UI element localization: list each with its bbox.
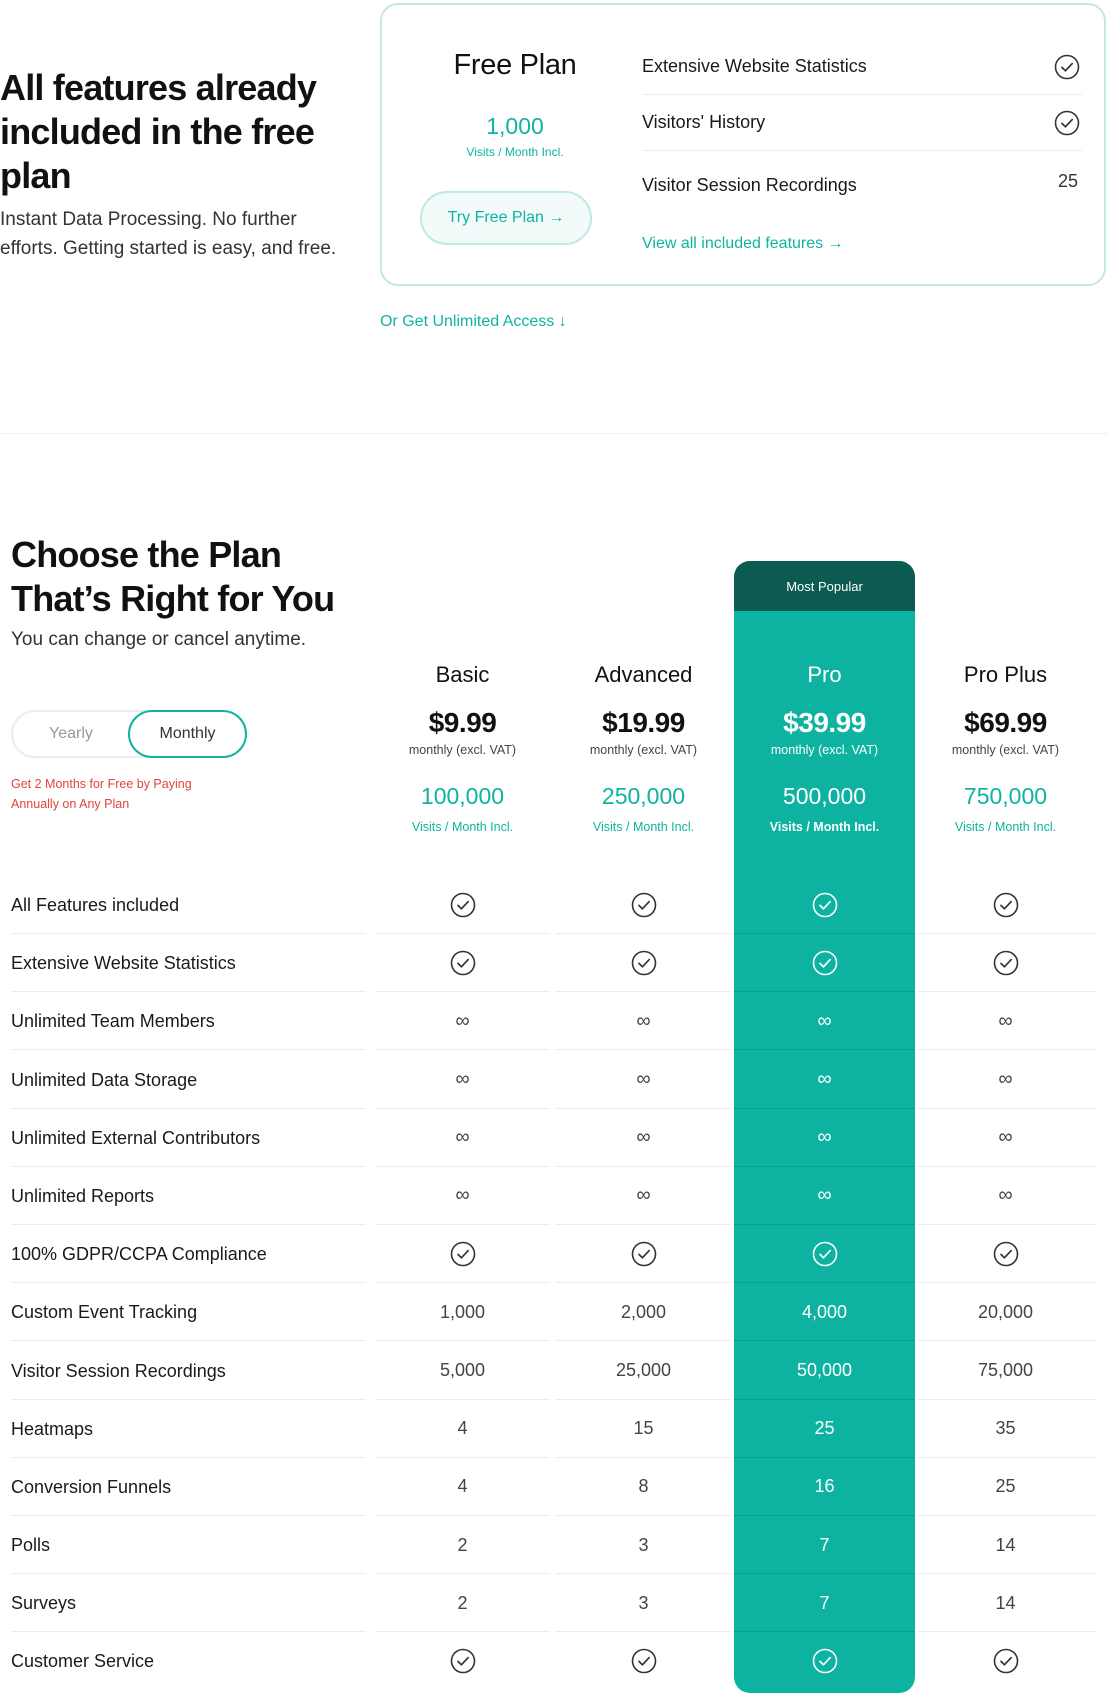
table-row xyxy=(0,1342,1108,1400)
infinity-value: ∞ xyxy=(455,1126,470,1149)
feature-value: 4,000 xyxy=(801,1301,848,1322)
section-divider xyxy=(0,433,1108,434)
free-feature-row xyxy=(642,95,1082,151)
check-circle-icon xyxy=(372,1632,553,1690)
feature-value: 7 xyxy=(819,1592,830,1613)
feature-name: Surveys xyxy=(11,1593,77,1614)
feature-name: Unlimited External Contributors xyxy=(11,1127,261,1148)
annual-promo-text: Get 2 Months for Free by Paying Annually on Any Plan xyxy=(11,777,192,811)
hero-title: All features already included in the free plan xyxy=(0,67,317,196)
table-row xyxy=(0,992,1108,1050)
plan-name: Basic xyxy=(435,662,490,687)
check-circle-icon xyxy=(734,934,915,992)
free-plan-name: Free Plan xyxy=(453,49,577,81)
infinity-icon xyxy=(734,1109,915,1167)
infinity-value: ∞ xyxy=(998,1126,1013,1149)
feature-value: 14 xyxy=(995,1534,1016,1555)
get-unlimited-access-link[interactable]: Or Get Unlimited Access ↓ xyxy=(380,313,567,330)
infinity-icon xyxy=(372,1051,553,1109)
plan-visits: 250,000 xyxy=(601,783,686,809)
table-row xyxy=(0,1225,1108,1283)
free-feature-name: Extensive Website Statistics xyxy=(642,56,867,76)
free-plan-visits-label: Visits / Month Incl. xyxy=(466,145,564,159)
infinity-value: ∞ xyxy=(817,1126,832,1149)
table-row xyxy=(0,1574,1108,1632)
feature-value: 25,000 xyxy=(615,1360,672,1380)
plan-price: $39.99 xyxy=(783,707,866,738)
feature-comparison-table xyxy=(0,876,1108,1691)
free-feature-row xyxy=(642,39,1082,95)
check-circle-icon xyxy=(553,1225,734,1283)
infinity-value: ∞ xyxy=(998,1068,1013,1091)
check-circle-icon xyxy=(915,1632,1096,1690)
table-row xyxy=(0,1051,1108,1109)
plan-visits: 750,000 xyxy=(963,783,1048,809)
plan-header-advanced xyxy=(553,650,734,834)
plan-price: $9.99 xyxy=(428,707,497,738)
feature-value: 2 xyxy=(457,1592,468,1613)
infinity-icon xyxy=(553,1051,734,1109)
feature-value: 14 xyxy=(995,1592,1016,1613)
plan-header-pro xyxy=(734,650,915,834)
infinity-icon xyxy=(372,1109,553,1167)
check-circle-icon xyxy=(734,1632,915,1690)
check-circle-icon xyxy=(1054,110,1082,136)
plan-price: $69.99 xyxy=(964,707,1047,738)
feature-value: 25 xyxy=(814,1418,835,1439)
feature-value: 50,000 xyxy=(796,1360,853,1380)
check-circle-icon xyxy=(372,1225,553,1283)
toggle-yearly[interactable]: Yearly xyxy=(49,725,93,742)
table-row xyxy=(0,1400,1108,1458)
plan-name: Pro xyxy=(807,662,842,687)
infinity-icon xyxy=(915,992,1096,1050)
free-feature-name: Visitors' History xyxy=(642,112,766,132)
feature-name: Unlimited Data Storage xyxy=(11,1069,198,1090)
feature-name: Heatmaps xyxy=(11,1418,94,1439)
infinity-value: ∞ xyxy=(455,1009,470,1032)
free-feature-row xyxy=(642,157,1082,213)
infinity-icon xyxy=(553,992,734,1050)
infinity-value: ∞ xyxy=(636,1184,651,1207)
check-circle-icon xyxy=(372,934,553,992)
feature-value: 5,000 xyxy=(439,1360,486,1380)
plan-visits-label: Visits / Month Incl. xyxy=(954,820,1057,834)
feature-name: Conversion Funnels xyxy=(11,1476,172,1497)
free-feature-name: Visitor Session Recordings xyxy=(642,174,857,195)
check-circle-icon xyxy=(915,934,1096,992)
feature-value: 2 xyxy=(457,1534,468,1555)
billing-toggle xyxy=(11,710,245,758)
infinity-value: ∞ xyxy=(636,1126,651,1149)
check-circle-icon xyxy=(372,876,553,934)
plan-visits: 500,000 xyxy=(782,783,867,809)
table-row xyxy=(0,1458,1108,1516)
infinity-value: ∞ xyxy=(817,1184,832,1207)
feature-name: Visitor Session Recordings xyxy=(11,1360,226,1381)
infinity-icon xyxy=(553,1109,734,1167)
infinity-value: ∞ xyxy=(817,1068,832,1091)
feature-name: All Features included xyxy=(11,895,180,915)
table-row xyxy=(0,1109,1108,1167)
plan-header-pro-plus xyxy=(915,650,1096,834)
feature-value: 1,000 xyxy=(439,1301,486,1322)
infinity-icon xyxy=(734,1167,915,1225)
feature-value: 75,000 xyxy=(977,1360,1034,1380)
check-circle-icon xyxy=(734,1225,915,1283)
toggle-monthly[interactable]: Monthly xyxy=(128,710,247,758)
free-feature-value: 25 xyxy=(1057,170,1079,191)
infinity-icon xyxy=(915,1109,1096,1167)
table-row xyxy=(0,1167,1108,1225)
free-plan-card xyxy=(380,3,1106,286)
plan-header-basic xyxy=(372,650,553,834)
infinity-icon xyxy=(734,992,915,1050)
infinity-value: ∞ xyxy=(636,1009,651,1032)
infinity-value: ∞ xyxy=(998,1009,1013,1032)
infinity-value: ∞ xyxy=(636,1068,651,1091)
hero-subtitle: Instant Data Processing. No further efforts. Getting started is easy, and free. xyxy=(0,209,337,259)
feature-value: 20,000 xyxy=(977,1301,1034,1322)
free-plan-visits: 1,000 xyxy=(486,113,544,139)
table-row xyxy=(0,1632,1108,1690)
check-circle-icon xyxy=(553,934,734,992)
infinity-icon xyxy=(553,1167,734,1225)
infinity-icon xyxy=(915,1051,1096,1109)
feature-value: 35 xyxy=(995,1418,1016,1439)
try-free-plan-button[interactable]: Try Free Plan → xyxy=(420,191,592,245)
check-circle-icon xyxy=(734,876,915,934)
feature-value: 3 xyxy=(638,1592,649,1613)
check-circle-icon xyxy=(915,1225,1096,1283)
feature-value: 4 xyxy=(457,1476,468,1497)
table-row xyxy=(0,934,1108,992)
feature-value: 25 xyxy=(995,1476,1016,1497)
feature-value: 2,000 xyxy=(620,1301,667,1322)
feature-name: Unlimited Reports xyxy=(11,1185,155,1206)
check-circle-icon xyxy=(1054,54,1082,80)
infinity-icon xyxy=(915,1167,1096,1225)
plan-period: monthly (excl. VAT) xyxy=(770,743,879,757)
infinity-value: ∞ xyxy=(455,1184,470,1207)
table-row xyxy=(0,876,1108,934)
infinity-value: ∞ xyxy=(817,1009,832,1032)
feature-value: 16 xyxy=(814,1476,835,1497)
feature-name: Polls xyxy=(11,1535,51,1556)
check-circle-icon xyxy=(553,876,734,934)
table-row xyxy=(0,1283,1108,1341)
plan-name: Pro Plus xyxy=(963,662,1048,687)
infinity-icon xyxy=(372,1167,553,1225)
plan-visits-label: Visits / Month Incl. xyxy=(592,820,695,834)
feature-value: 4 xyxy=(457,1418,468,1439)
infinity-value: ∞ xyxy=(455,1068,470,1091)
plans-title: Choose the Plan That’s Right for You xyxy=(11,534,335,619)
infinity-value: ∞ xyxy=(998,1184,1013,1207)
plan-name: Advanced xyxy=(594,662,693,687)
infinity-icon xyxy=(372,992,553,1050)
plan-period: monthly (excl. VAT) xyxy=(408,743,517,757)
feature-name: Customer Service xyxy=(11,1651,155,1672)
table-row xyxy=(0,1516,1108,1574)
plan-visits-label: Visits / Month Incl. xyxy=(769,820,880,834)
feature-name: Unlimited Team Members xyxy=(11,1011,215,1032)
infinity-icon xyxy=(734,1051,915,1109)
feature-value: 8 xyxy=(638,1476,649,1497)
check-circle-icon xyxy=(553,1632,734,1690)
feature-value: 7 xyxy=(819,1534,830,1555)
feature-value: 3 xyxy=(638,1534,649,1555)
plan-visits: 100,000 xyxy=(420,783,505,809)
plans-subtitle: You can change or cancel anytime. xyxy=(11,629,307,650)
plan-period: monthly (excl. VAT) xyxy=(589,743,698,757)
plan-visits-label: Visits / Month Incl. xyxy=(411,820,514,834)
most-popular-badge: Most Popular xyxy=(734,561,915,611)
plan-period: monthly (excl. VAT) xyxy=(951,743,1060,757)
feature-value: 15 xyxy=(633,1418,654,1439)
plan-price: $19.99 xyxy=(602,707,685,738)
feature-name: Custom Event Tracking xyxy=(11,1302,198,1323)
feature-name: 100% GDPR/CCPA Compliance xyxy=(11,1244,267,1265)
check-circle-icon xyxy=(915,876,1096,934)
feature-name: Extensive Website Statistics xyxy=(11,953,236,974)
view-all-features-link[interactable]: View all included features → xyxy=(642,235,844,252)
